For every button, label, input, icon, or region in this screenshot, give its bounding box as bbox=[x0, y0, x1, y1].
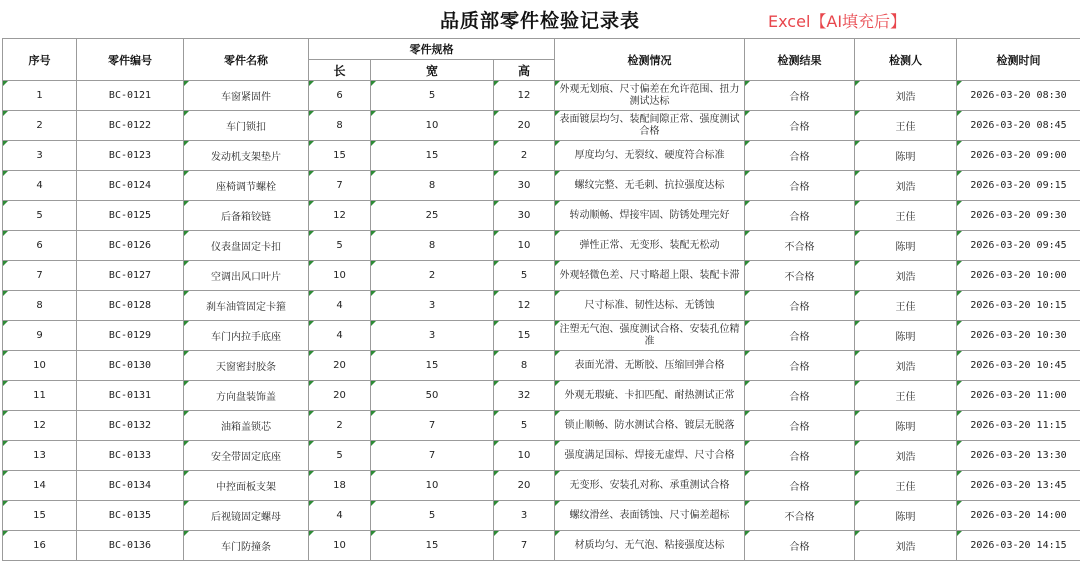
cell-inspection[interactable]: 螺纹滑丝、表面锈蚀、尺寸偏差超标 bbox=[555, 501, 745, 531]
cell-length[interactable]: 20 bbox=[309, 351, 371, 381]
header-part-name[interactable]: 零件名称 bbox=[184, 39, 309, 81]
header-part-no[interactable]: 零件编号 bbox=[77, 39, 184, 81]
cell-inspection[interactable]: 弹性正常、无变形、装配无松动 bbox=[555, 231, 745, 261]
table-row bbox=[3, 471, 1080, 501]
cell-result[interactable]: 合格 bbox=[745, 171, 855, 201]
cell-seq[interactable]: 1 bbox=[3, 81, 77, 111]
cell-part-name[interactable]: 车门内拉手底座 bbox=[184, 321, 309, 351]
table-row bbox=[3, 501, 1080, 531]
cell-width[interactable]: 15 bbox=[371, 141, 494, 171]
cell-time[interactable]: 2026-03-20 10:45 bbox=[957, 351, 1080, 381]
table-row bbox=[3, 171, 1080, 201]
cell-result[interactable]: 不合格 bbox=[745, 501, 855, 531]
cell-time[interactable]: 2026-03-20 14:15 bbox=[957, 531, 1080, 561]
cell-result[interactable]: 合格 bbox=[745, 201, 855, 231]
cell-part-name[interactable]: 天窗密封胶条 bbox=[184, 351, 309, 381]
cell-width[interactable]: 25 bbox=[371, 201, 494, 231]
cell-height[interactable]: 3 bbox=[494, 501, 555, 531]
cell-inspection[interactable]: 强度满足国标、焊接无虚焊、尺寸合格 bbox=[555, 441, 745, 471]
table-row bbox=[3, 81, 1080, 111]
cell-part-name[interactable]: 发动机支架垫片 bbox=[184, 141, 309, 171]
cell-part-no[interactable]: BC-0126 bbox=[77, 231, 184, 261]
table-body bbox=[3, 81, 1080, 561]
cell-width[interactable]: 7 bbox=[371, 411, 494, 441]
cell-length[interactable]: 12 bbox=[309, 201, 371, 231]
cell-time[interactable]: 2026-03-20 08:45 bbox=[957, 111, 1080, 141]
cell-part-no[interactable]: BC-0134 bbox=[77, 471, 184, 501]
header-length[interactable]: 长 bbox=[309, 60, 371, 81]
cell-result[interactable]: 合格 bbox=[745, 321, 855, 351]
cell-length[interactable]: 4 bbox=[309, 291, 371, 321]
cell-part-no[interactable]: BC-0122 bbox=[77, 111, 184, 141]
cell-part-name[interactable]: 方向盘装饰盖 bbox=[184, 381, 309, 411]
cell-part-no[interactable]: BC-0127 bbox=[77, 261, 184, 291]
table-row bbox=[3, 111, 1080, 141]
cell-inspector[interactable]: 陈明 bbox=[855, 141, 957, 171]
cell-time[interactable]: 2026-03-20 14:00 bbox=[957, 501, 1080, 531]
cell-inspection[interactable]: 无变形、安装孔对称、承重测试合格 bbox=[555, 471, 745, 501]
header-inspection[interactable]: 检测情况 bbox=[555, 39, 745, 81]
table-row bbox=[3, 351, 1080, 381]
cell-height[interactable]: 10 bbox=[494, 231, 555, 261]
cell-time[interactable]: 2026-03-20 10:00 bbox=[957, 261, 1080, 291]
cell-inspection[interactable]: 材质均匀、无气泡、粘接强度达标 bbox=[555, 531, 745, 561]
cell-inspection[interactable]: 厚度均匀、无裂纹、硬度符合标准 bbox=[555, 141, 745, 171]
cell-time[interactable]: 2026-03-20 09:00 bbox=[957, 141, 1080, 171]
table-row bbox=[3, 381, 1080, 411]
cell-width[interactable]: 8 bbox=[371, 231, 494, 261]
cell-height[interactable]: 5 bbox=[494, 261, 555, 291]
cell-height[interactable]: 7 bbox=[494, 531, 555, 561]
header-seq[interactable]: 序号 bbox=[3, 39, 77, 81]
cell-inspection[interactable]: 尺寸标准、韧性达标、无锈蚀 bbox=[555, 291, 745, 321]
cell-result[interactable]: 合格 bbox=[745, 291, 855, 321]
cell-length[interactable]: 4 bbox=[309, 501, 371, 531]
cell-part-name[interactable]: 油箱盖锁芯 bbox=[184, 411, 309, 441]
cell-time[interactable]: 2026-03-20 09:15 bbox=[957, 171, 1080, 201]
cell-length[interactable]: 10 bbox=[309, 261, 371, 291]
cell-width[interactable]: 5 bbox=[371, 501, 494, 531]
cell-inspector[interactable]: 刘浩 bbox=[855, 81, 957, 111]
cell-inspector[interactable]: 陈明 bbox=[855, 411, 957, 441]
title-bar bbox=[0, 0, 1080, 38]
cell-width[interactable]: 5 bbox=[371, 81, 494, 111]
table-row bbox=[3, 231, 1080, 261]
cell-width[interactable]: 50 bbox=[371, 381, 494, 411]
cell-part-no[interactable]: BC-0129 bbox=[77, 321, 184, 351]
cell-inspector[interactable]: 王佳 bbox=[855, 201, 957, 231]
cell-width[interactable]: 2 bbox=[371, 261, 494, 291]
cell-part-name[interactable]: 空调出风口叶片 bbox=[184, 261, 309, 291]
cell-length[interactable]: 7 bbox=[309, 171, 371, 201]
table-row bbox=[3, 441, 1080, 471]
cell-seq[interactable]: 16 bbox=[3, 531, 77, 561]
cell-width[interactable]: 10 bbox=[371, 111, 494, 141]
cell-inspection[interactable]: 外观无划痕、尺寸偏差在允许范围、扭力测试达标 bbox=[555, 81, 745, 111]
cell-height[interactable]: 10 bbox=[494, 441, 555, 471]
cell-part-no[interactable]: BC-0132 bbox=[77, 411, 184, 441]
cell-width[interactable]: 7 bbox=[371, 441, 494, 471]
ai-fill-note: Excel【AI填充后】 bbox=[768, 9, 906, 32]
cell-inspector[interactable]: 王佳 bbox=[855, 381, 957, 411]
cell-inspection[interactable]: 注塑无气泡、强度测试合格、安装孔位精准 bbox=[555, 321, 745, 351]
cell-time[interactable]: 2026-03-20 11:00 bbox=[957, 381, 1080, 411]
cell-length[interactable]: 10 bbox=[309, 531, 371, 561]
cell-length[interactable]: 5 bbox=[309, 441, 371, 471]
cell-seq[interactable]: 15 bbox=[3, 501, 77, 531]
cell-time[interactable]: 2026-03-20 09:30 bbox=[957, 201, 1080, 231]
header-inspector[interactable]: 检测人 bbox=[855, 39, 957, 81]
cell-result[interactable]: 合格 bbox=[745, 441, 855, 471]
cell-inspector[interactable]: 刘浩 bbox=[855, 531, 957, 561]
cell-width[interactable]: 8 bbox=[371, 171, 494, 201]
cell-height[interactable]: 12 bbox=[494, 291, 555, 321]
header-height[interactable]: 高 bbox=[494, 60, 555, 81]
cell-seq[interactable]: 4 bbox=[3, 171, 77, 201]
cell-width[interactable]: 3 bbox=[371, 321, 494, 351]
cell-time[interactable]: 2026-03-20 09:45 bbox=[957, 231, 1080, 261]
cell-time[interactable]: 2026-03-20 10:15 bbox=[957, 291, 1080, 321]
cell-part-no[interactable]: BC-0130 bbox=[77, 351, 184, 381]
cell-height[interactable]: 2 bbox=[494, 141, 555, 171]
cell-width[interactable]: 3 bbox=[371, 291, 494, 321]
cell-length[interactable]: 18 bbox=[309, 471, 371, 501]
cell-part-no[interactable]: BC-0121 bbox=[77, 81, 184, 111]
cell-seq[interactable]: 14 bbox=[3, 471, 77, 501]
cell-result[interactable]: 不合格 bbox=[745, 261, 855, 291]
table-row bbox=[3, 141, 1080, 171]
cell-inspection[interactable]: 外观无瑕疵、卡扣匹配、耐热测试正常 bbox=[555, 381, 745, 411]
cell-height[interactable]: 20 bbox=[494, 471, 555, 501]
cell-width[interactable]: 15 bbox=[371, 531, 494, 561]
cell-width[interactable]: 10 bbox=[371, 471, 494, 501]
cell-seq[interactable]: 6 bbox=[3, 231, 77, 261]
inspection-table bbox=[2, 38, 1080, 561]
cell-inspection[interactable]: 锁止顺畅、防水测试合格、镀层无脱落 bbox=[555, 411, 745, 441]
cell-height[interactable]: 30 bbox=[494, 201, 555, 231]
cell-result[interactable]: 合格 bbox=[745, 141, 855, 171]
table-row bbox=[3, 291, 1080, 321]
cell-result[interactable]: 合格 bbox=[745, 471, 855, 501]
cell-inspector[interactable]: 刘浩 bbox=[855, 171, 957, 201]
cell-time[interactable]: 2026-03-20 08:30 bbox=[957, 81, 1080, 111]
cell-part-name[interactable]: 车门锁扣 bbox=[184, 111, 309, 141]
cell-part-no[interactable]: BC-0123 bbox=[77, 141, 184, 171]
cell-result[interactable]: 合格 bbox=[745, 381, 855, 411]
cell-length[interactable]: 15 bbox=[309, 141, 371, 171]
cell-length[interactable]: 4 bbox=[309, 321, 371, 351]
cell-inspection[interactable]: 表面镀层均匀、装配间隙正常、强度测试合格 bbox=[555, 111, 745, 141]
cell-length[interactable]: 2 bbox=[309, 411, 371, 441]
cell-time[interactable]: 2026-03-20 10:30 bbox=[957, 321, 1080, 351]
cell-seq[interactable]: 2 bbox=[3, 111, 77, 141]
cell-time[interactable]: 2026-03-20 13:30 bbox=[957, 441, 1080, 471]
cell-width[interactable]: 15 bbox=[371, 351, 494, 381]
cell-result[interactable]: 不合格 bbox=[745, 231, 855, 261]
cell-part-no[interactable]: BC-0136 bbox=[77, 531, 184, 561]
cell-height[interactable]: 8 bbox=[494, 351, 555, 381]
cell-time[interactable]: 2026-03-20 13:45 bbox=[957, 471, 1080, 501]
cell-length[interactable]: 20 bbox=[309, 381, 371, 411]
cell-seq[interactable]: 9 bbox=[3, 321, 77, 351]
cell-height[interactable]: 32 bbox=[494, 381, 555, 411]
table-row bbox=[3, 531, 1080, 561]
cell-part-name[interactable]: 中控面板支架 bbox=[184, 471, 309, 501]
cell-inspector[interactable]: 陈明 bbox=[855, 321, 957, 351]
cell-part-no[interactable]: BC-0124 bbox=[77, 171, 184, 201]
cell-seq[interactable]: 5 bbox=[3, 201, 77, 231]
cell-part-name[interactable]: 后视镜固定螺母 bbox=[184, 501, 309, 531]
cell-height[interactable]: 12 bbox=[494, 81, 555, 111]
cell-part-name[interactable]: 仪表盘固定卡扣 bbox=[184, 231, 309, 261]
cell-part-name[interactable]: 座椅调节螺栓 bbox=[184, 171, 309, 201]
cell-inspector[interactable]: 王佳 bbox=[855, 471, 957, 501]
cell-time[interactable]: 2026-03-20 11:15 bbox=[957, 411, 1080, 441]
cell-inspector[interactable]: 王佳 bbox=[855, 111, 957, 141]
cell-inspector[interactable]: 刘浩 bbox=[855, 441, 957, 471]
cell-part-no[interactable]: BC-0133 bbox=[77, 441, 184, 471]
cell-result[interactable]: 合格 bbox=[745, 81, 855, 111]
cell-length[interactable]: 6 bbox=[309, 81, 371, 111]
header-time[interactable]: 检测时间 bbox=[957, 39, 1080, 81]
cell-seq[interactable]: 3 bbox=[3, 141, 77, 171]
cell-height[interactable]: 30 bbox=[494, 171, 555, 201]
table-row bbox=[3, 321, 1080, 351]
header-width[interactable]: 宽 bbox=[371, 60, 494, 81]
cell-result[interactable]: 合格 bbox=[745, 111, 855, 141]
cell-seq[interactable]: 8 bbox=[3, 291, 77, 321]
cell-length[interactable]: 8 bbox=[309, 111, 371, 141]
cell-seq[interactable]: 10 bbox=[3, 351, 77, 381]
cell-height[interactable]: 5 bbox=[494, 411, 555, 441]
table-row bbox=[3, 201, 1080, 231]
cell-length[interactable]: 5 bbox=[309, 231, 371, 261]
table-row bbox=[3, 411, 1080, 441]
cell-part-name[interactable]: 后备箱铰链 bbox=[184, 201, 309, 231]
cell-inspection[interactable]: 表面光滑、无断胶、压缩回弹合格 bbox=[555, 351, 745, 381]
cell-part-no[interactable]: BC-0131 bbox=[77, 381, 184, 411]
cell-part-no[interactable]: BC-0125 bbox=[77, 201, 184, 231]
cell-inspector[interactable]: 陈明 bbox=[855, 231, 957, 261]
cell-seq[interactable]: 12 bbox=[3, 411, 77, 441]
cell-height[interactable]: 20 bbox=[494, 111, 555, 141]
cell-seq[interactable]: 13 bbox=[3, 441, 77, 471]
cell-seq[interactable]: 11 bbox=[3, 381, 77, 411]
cell-result[interactable]: 合格 bbox=[745, 531, 855, 561]
cell-part-no[interactable]: BC-0135 bbox=[77, 501, 184, 531]
sheet-title: 品质部零件检验记录表 bbox=[0, 6, 1080, 33]
cell-seq[interactable]: 7 bbox=[3, 261, 77, 291]
cell-result[interactable]: 合格 bbox=[745, 351, 855, 381]
cell-inspection[interactable]: 转动顺畅、焊接牢固、防锈处理完好 bbox=[555, 201, 745, 231]
cell-part-name[interactable]: 刹车油管固定卡箍 bbox=[184, 291, 309, 321]
cell-part-name[interactable]: 车门防撞条 bbox=[184, 531, 309, 561]
cell-height[interactable]: 15 bbox=[494, 321, 555, 351]
cell-inspector[interactable]: 陈明 bbox=[855, 501, 957, 531]
cell-inspection[interactable]: 螺纹完整、无毛刺、抗拉强度达标 bbox=[555, 171, 745, 201]
table-row bbox=[3, 261, 1080, 291]
cell-inspector[interactable]: 刘浩 bbox=[855, 261, 957, 291]
header-result[interactable]: 检测结果 bbox=[745, 39, 855, 81]
cell-inspector[interactable]: 王佳 bbox=[855, 291, 957, 321]
header-spec[interactable]: 零件规格 bbox=[309, 39, 555, 60]
cell-part-name[interactable]: 车窗紧固件 bbox=[184, 81, 309, 111]
cell-part-no[interactable]: BC-0128 bbox=[77, 291, 184, 321]
cell-inspection[interactable]: 外观轻微色差、尺寸略超上限、装配卡滞 bbox=[555, 261, 745, 291]
cell-result[interactable]: 合格 bbox=[745, 411, 855, 441]
cell-part-name[interactable]: 安全带固定底座 bbox=[184, 441, 309, 471]
cell-inspector[interactable]: 刘浩 bbox=[855, 351, 957, 381]
